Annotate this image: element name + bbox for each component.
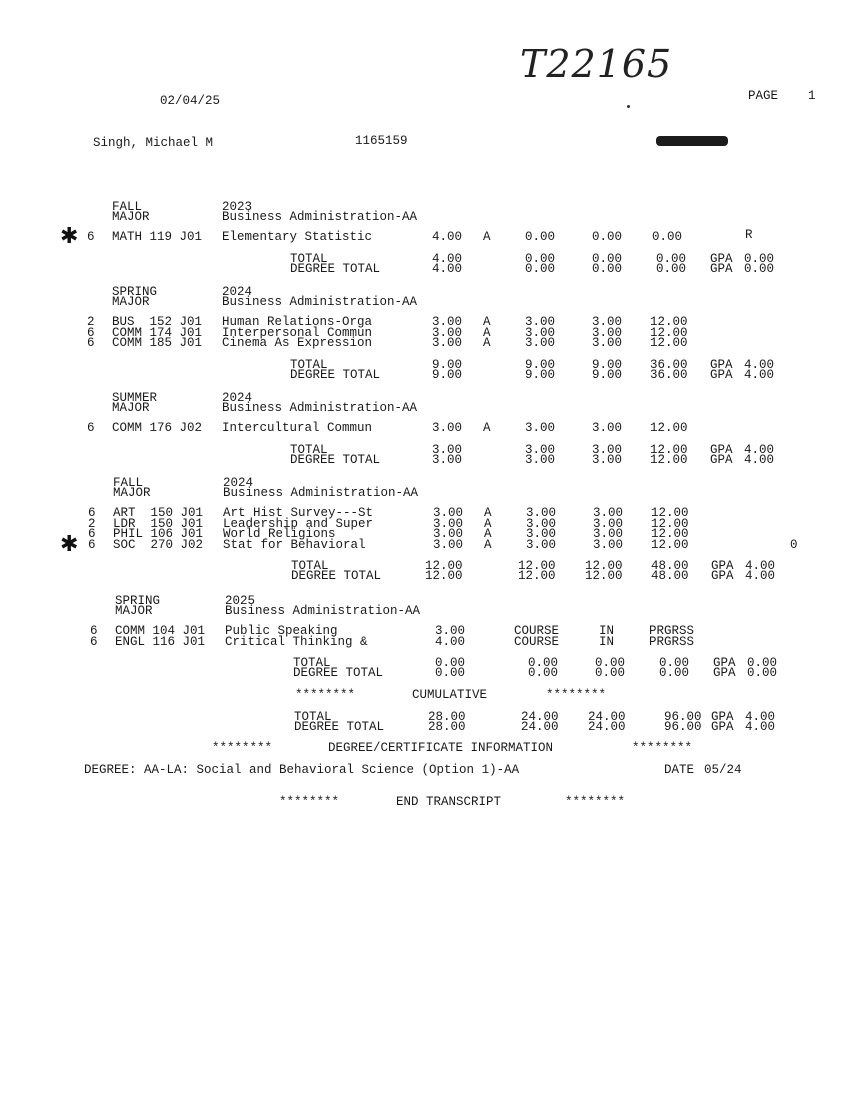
total-label: TOTAL	[291, 559, 329, 573]
term-year: 2023	[222, 200, 253, 214]
course-gpa-hours: 3.00	[592, 325, 623, 340]
course-code: BUS 152 J01	[112, 315, 203, 329]
course-earned: 0.00	[525, 230, 556, 244]
course-points: 12.00	[651, 506, 689, 520]
total-points: 12.00	[650, 442, 688, 457]
cumulative-degree-total-label: DEGREE TOTAL	[294, 720, 385, 734]
major-name: Business Administration-AA	[222, 401, 418, 415]
course-title: Cinema As Expression	[222, 336, 373, 350]
course-grade: A	[483, 315, 491, 329]
print-date: 02/04/25	[160, 94, 221, 108]
course-repeat-note: R	[745, 228, 753, 242]
page-label: PAGE	[748, 89, 779, 103]
course-title: Art Hist Survey---St	[223, 506, 374, 520]
course-title: Human Relations-Orga	[222, 315, 373, 329]
term-season: FALL	[112, 200, 143, 214]
stray-mark	[627, 105, 630, 108]
cumulative-earned: 24.00	[521, 720, 559, 734]
gpa-label: GPA	[711, 720, 734, 734]
gpa-label: GPA	[711, 559, 734, 573]
gpa-label: GPA	[710, 261, 733, 276]
total-attempted: 4.00	[432, 261, 463, 276]
total-gpa-hours: 0.00	[592, 261, 623, 276]
gpa-value: 4.00	[744, 442, 775, 457]
course-gpa-hours: 3.00	[592, 336, 623, 350]
course-earned: 3.00	[525, 325, 556, 340]
cumulative-gpa-hours: 24.00	[588, 720, 626, 734]
total-points: 12.00	[650, 452, 688, 467]
gpa-label: GPA	[711, 569, 734, 583]
course-gpa-hours: 3.00	[593, 516, 624, 531]
total-earned: 0.00	[525, 251, 556, 266]
course-points: 12.00	[650, 421, 688, 435]
total-earned: 3.00	[525, 452, 556, 467]
cumulative-points: 96.00	[664, 720, 702, 734]
cumulative-total-label: TOTAL	[294, 710, 332, 724]
course-grade: A	[484, 527, 492, 541]
course-attempted: 3.00	[432, 325, 463, 340]
degree-line: DEGREE: AA-LA: Social and Behavioral Science (Option 1)-AA	[84, 763, 520, 777]
student-id: 1165159	[355, 134, 408, 148]
gpa-label: GPA	[710, 442, 733, 457]
course-title: Public Speaking	[225, 624, 338, 638]
total-points: 0.00	[656, 251, 687, 266]
course-mark: 6	[87, 325, 95, 340]
total-points: 0.00	[656, 261, 687, 276]
page-number: 1	[808, 89, 816, 103]
gpa-value: 4.00	[745, 569, 776, 583]
total-attempted: 3.00	[432, 442, 463, 457]
course-earned: 3.00	[526, 537, 557, 552]
end-transcript: END TRANSCRIPT	[396, 795, 502, 809]
course-earned: 3.00	[525, 421, 556, 435]
gpa-value: 4.00	[744, 357, 775, 372]
total-gpa-hours: 12.00	[585, 559, 623, 573]
course-grade: A	[484, 537, 492, 552]
course-mark: 6	[90, 634, 98, 649]
cumulative-attempted: 28.00	[428, 710, 466, 724]
term-season: SPRING	[115, 594, 161, 608]
course-grade: A	[483, 230, 491, 244]
course-code: ART 150 J01	[113, 506, 204, 520]
total-points: 36.00	[650, 367, 688, 382]
degree-stars-right: ********	[632, 741, 693, 755]
course-earned: 3.00	[525, 336, 556, 350]
total-attempted: 0.00	[435, 666, 466, 680]
end-stars-right: ********	[565, 795, 626, 809]
total-earned: 3.00	[525, 442, 556, 457]
course-earned: COURSE	[514, 624, 560, 638]
major-name: Business Administration-AA	[222, 295, 418, 309]
course-gpa-hours: 3.00	[593, 506, 624, 520]
course-points: 12.00	[650, 315, 688, 329]
gpa-value: 0.00	[744, 261, 775, 276]
total-earned: 0.00	[525, 261, 556, 276]
course-title: Interpersonal Commun	[222, 325, 373, 340]
total-earned: 12.00	[518, 559, 556, 573]
total-earned: 0.00	[528, 666, 559, 680]
course-gpa-hours: 3.00	[593, 527, 624, 541]
total-gpa-hours: 9.00	[592, 357, 623, 372]
cumulative-stars-left: ********	[295, 688, 356, 702]
course-attempted: 3.00	[433, 516, 464, 531]
course-code: COMM 104 J01	[115, 624, 206, 638]
course-code: MATH 119 J01	[112, 230, 203, 244]
total-points: 48.00	[651, 559, 689, 573]
star-mark: ✱	[60, 224, 79, 249]
student-name: Singh, Michael M	[93, 136, 214, 150]
degree-total-label: DEGREE TOTAL	[290, 261, 381, 276]
redaction-block	[656, 136, 728, 146]
gpa-value: 4.00	[744, 367, 775, 382]
gpa-value: 0.00	[747, 666, 778, 680]
gpa-value: 0.00	[747, 656, 778, 670]
degree-date-value: 05/24	[704, 763, 742, 777]
total-attempted: 3.00	[432, 452, 463, 467]
course-points: 12.00	[650, 336, 688, 350]
total-gpa-hours: 9.00	[592, 367, 623, 382]
total-earned: 9.00	[525, 367, 556, 382]
total-attempted: 9.00	[432, 367, 463, 382]
course-code: ENGL 116 J01	[115, 634, 206, 649]
course-mark: 2	[87, 315, 95, 329]
major-label: MAJOR	[113, 486, 151, 500]
course-earned: 3.00	[526, 527, 557, 541]
course-mark: 6	[88, 506, 96, 520]
total-points: 0.00	[659, 666, 690, 680]
course-attempted: 3.00	[432, 421, 463, 435]
total-gpa-hours: 3.00	[592, 442, 623, 457]
handwritten-id: T22165	[520, 42, 673, 86]
gpa-value: 0.00	[744, 251, 775, 266]
degree-total-label: DEGREE TOTAL	[293, 666, 384, 680]
course-gpa-hours: 0.00	[592, 230, 623, 244]
side-mark: 0	[790, 537, 798, 552]
course-grade: A	[483, 336, 491, 350]
star-mark: ✱	[60, 531, 79, 557]
total-gpa-hours: 0.00	[592, 251, 623, 266]
course-grade: A	[483, 325, 491, 340]
degree-total-label: DEGREE TOTAL	[291, 569, 382, 583]
cumulative-gpa-hours: 24.00	[588, 710, 626, 724]
degree-info-header: DEGREE/CERTIFICATE INFORMATION	[328, 741, 554, 755]
total-earned: 12.00	[518, 569, 556, 583]
total-attempted: 12.00	[425, 569, 463, 583]
gpa-label: GPA	[711, 710, 734, 724]
total-points: 48.00	[651, 569, 689, 583]
degree-stars-left: ********	[212, 741, 273, 755]
course-gpa-hours: IN	[599, 634, 615, 649]
course-earned: 3.00	[526, 506, 557, 520]
total-label: TOTAL	[290, 442, 328, 457]
total-points: 0.00	[659, 656, 690, 670]
total-earned: 0.00	[528, 656, 559, 670]
term-year: 2025	[225, 594, 256, 608]
course-points: PRGRSS	[649, 624, 695, 638]
gpa-label: GPA	[710, 251, 733, 266]
course-grade: A	[483, 421, 491, 435]
total-points: 36.00	[650, 357, 688, 372]
course-earned: 3.00	[526, 516, 557, 531]
course-earned: 3.00	[525, 315, 556, 329]
gpa-label: GPA	[710, 367, 733, 382]
major-label: MAJOR	[112, 401, 150, 415]
course-attempted: 3.00	[435, 624, 466, 638]
course-grade: A	[484, 516, 492, 531]
term-year: 2024	[223, 476, 254, 490]
gpa-label: GPA	[710, 452, 733, 467]
degree-total-label: DEGREE TOTAL	[290, 452, 381, 467]
course-mark: 6	[87, 230, 95, 244]
course-attempted: 3.00	[433, 506, 464, 520]
major-label: MAJOR	[112, 210, 150, 224]
course-points: 12.00	[651, 527, 689, 541]
gpa-value: 4.00	[744, 452, 775, 467]
total-attempted: 12.00	[425, 559, 463, 573]
cumulative-stars-right: ********	[546, 688, 607, 702]
course-points: 12.00	[651, 516, 689, 531]
total-label: TOTAL	[290, 357, 328, 372]
course-code: PHIL 106 J01	[113, 527, 204, 541]
cumulative-label: CUMULATIVE	[412, 688, 488, 702]
course-earned: COURSE	[514, 634, 560, 649]
total-gpa-hours: 3.00	[592, 452, 623, 467]
course-attempted: 3.00	[433, 527, 464, 541]
course-mark: 6	[88, 527, 96, 541]
course-gpa-hours: 3.00	[593, 537, 624, 552]
course-code: COMM 176 J02	[112, 421, 203, 435]
course-mark: 6	[87, 421, 95, 435]
course-mark: 6	[87, 336, 95, 350]
cumulative-gpa: 4.00	[745, 710, 776, 724]
cumulative-points: 96.00	[664, 710, 702, 724]
course-gpa-hours: 3.00	[592, 315, 623, 329]
cumulative-attempted: 28.00	[428, 720, 466, 734]
gpa-label: GPA	[713, 656, 736, 670]
course-title: Intercultural Commun	[222, 421, 373, 435]
cumulative-earned: 24.00	[521, 710, 559, 724]
course-code: LDR 150 J01	[113, 516, 204, 531]
total-label: TOTAL	[293, 656, 331, 670]
degree-date-label: DATE	[664, 763, 695, 777]
course-gpa-hours: 3.00	[592, 421, 623, 435]
term-season: SPRING	[112, 285, 158, 299]
course-attempted: 4.00	[432, 230, 463, 244]
course-code: COMM 174 J01	[112, 325, 203, 340]
end-stars-left: ********	[279, 795, 340, 809]
course-points: 12.00	[650, 325, 688, 340]
total-gpa-hours: 12.00	[585, 569, 623, 583]
course-code: SOC 270 J02	[113, 537, 204, 552]
course-title: World Religions	[223, 527, 336, 541]
total-attempted: 0.00	[435, 656, 466, 670]
cumulative-gpa: 4.00	[745, 720, 776, 734]
course-title: Critical Thinking &	[225, 634, 368, 649]
course-mark: 6	[88, 537, 96, 552]
major-name: Business Administration-AA	[225, 604, 421, 618]
term-year: 2024	[222, 391, 253, 405]
course-title: Elementary Statistic	[222, 230, 373, 244]
major-name: Business Administration-AA	[223, 486, 419, 500]
major-label: MAJOR	[115, 604, 153, 618]
course-code: COMM 185 J01	[112, 336, 203, 350]
degree-total-label: DEGREE TOTAL	[290, 367, 381, 382]
course-attempted: 3.00	[432, 336, 463, 350]
term-year: 2024	[222, 285, 253, 299]
course-title: Leadership and Super	[223, 516, 374, 531]
course-attempted: 3.00	[433, 537, 464, 552]
course-points: 12.00	[651, 537, 689, 552]
gpa-label: GPA	[710, 357, 733, 372]
course-attempted: 4.00	[435, 634, 466, 649]
gpa-label: GPA	[713, 666, 736, 680]
gpa-value: 4.00	[745, 559, 776, 573]
course-gpa-hours: IN	[599, 624, 615, 638]
course-grade: A	[484, 506, 492, 520]
major-name: Business Administration-AA	[222, 210, 418, 224]
total-gpa-hours: 0.00	[595, 666, 626, 680]
total-attempted: 4.00	[432, 251, 463, 266]
term-season: FALL	[113, 476, 144, 490]
course-attempted: 3.00	[432, 315, 463, 329]
course-mark: 6	[90, 624, 98, 638]
course-points: PRGRSS	[649, 634, 695, 649]
total-earned: 9.00	[525, 357, 556, 372]
course-mark: 2	[88, 516, 96, 531]
total-attempted: 9.00	[432, 357, 463, 372]
major-label: MAJOR	[112, 295, 150, 309]
total-gpa-hours: 0.00	[595, 656, 626, 670]
total-label: TOTAL	[290, 251, 328, 266]
term-season: SUMMER	[112, 391, 158, 405]
course-points: 0.00	[652, 230, 683, 244]
course-title: Stat for Behavioral	[223, 537, 366, 552]
